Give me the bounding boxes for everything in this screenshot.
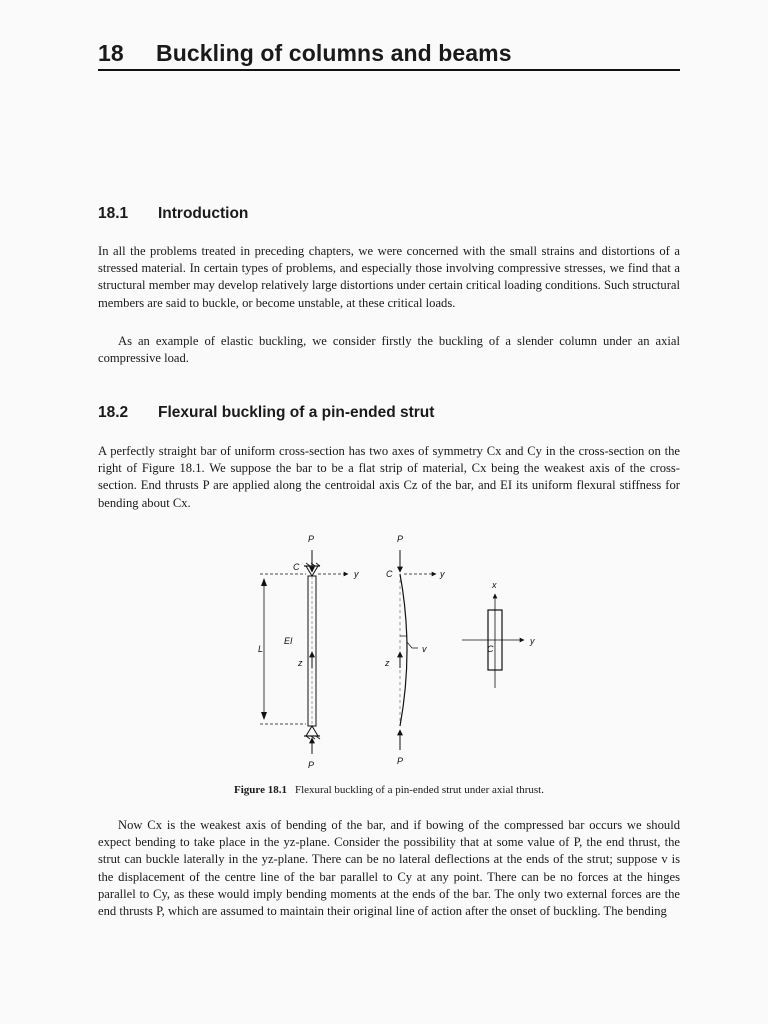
label-L: L: [258, 644, 264, 654]
label-y: y: [440, 569, 445, 579]
figure-caption: [98, 784, 680, 796]
label-EI: EI: [284, 636, 293, 646]
chapter-title: [98, 40, 680, 71]
label-C: C: [386, 569, 393, 579]
label-x: x: [492, 580, 497, 590]
paragraph-intro-2: As an example of elastic buckling, we consider firstly the buckling of a slender column under an axial compressive load.: [98, 334, 680, 366]
figure-caption-text: Flexural buckling of a pin-ended strut under axial thrust.: [295, 784, 544, 796]
label-C: C: [293, 562, 300, 572]
strut-diagram: [240, 528, 560, 774]
deflected-centre-line: [400, 574, 407, 726]
label-y: y: [530, 636, 535, 646]
cross-section-diagram: [462, 580, 535, 688]
label-P-bottom: P: [397, 756, 404, 766]
label-P-bottom: P: [308, 760, 315, 770]
section-heading-flexural-buckling: [98, 404, 434, 422]
paragraph-strut-2: Now Cx is the weakest axis of bending of the bar, and if bowing of the compressed bar occurs we should expect bending to take place in the yz-plane. Consider the possibility that at some value of P, the end thrust, the strut can buckle laterally in the yz-plane. There can be no lateral deflections at the ends of the strut; suppose v is the displacement of the centre line of the bar parallel to Cy at any point. There can be no forces at the hinges parallel to Cy, as these would imply bending moments at the ends of the bar. The only two external forces are the end thrusts P, which are assumed to maintain their original line of action after the onset of buckling. The bending: [98, 818, 680, 919]
buckled-strut-diagram: [384, 534, 445, 766]
bottom-pin-icon: [306, 726, 318, 736]
label-v: v: [422, 644, 427, 654]
chapter-title-text: Buckling of columns and beams: [156, 40, 512, 66]
label-P-top: P: [397, 534, 404, 544]
section-heading-introduction: [98, 205, 248, 223]
straight-strut-diagram: [258, 534, 359, 770]
section-number: 18.2: [98, 404, 129, 421]
chapter-number: 18: [98, 40, 124, 66]
label-z: z: [298, 658, 303, 668]
paragraph-strut-1: A perfectly straight bar of uniform cross-section has two axes of symmetry Cx and Cy in the cross-section on the right of Figure 18.1. We suppose the bar to be a flat strip of material, Cx being the weakest axis of the cross-section. End thrusts P are applied along the centroidal axis Cz of the bar, and EI its uniform flexural stiffness for bending about Cx.: [98, 444, 680, 510]
section-title: Flexural buckling of a pin-ended strut: [158, 404, 435, 421]
figure-18-1: [240, 528, 560, 774]
label-y: y: [354, 569, 359, 579]
section-number: 18.1: [98, 205, 129, 222]
label-z: z: [385, 658, 390, 668]
figure-label: Figure 18.1: [234, 784, 287, 796]
label-C: C: [487, 644, 494, 654]
section-title: Introduction: [158, 205, 249, 222]
paragraph-intro-1: In all the problems treated in preceding chapters, we were concerned with the small strains and distortions of a stressed material. In certain types of problems, and especially those involving compressive stresses, we find that a structural member may develop relatively large distortions under certain critical loading conditions. Such structural members are said to buckle, or become unstable, at these critical loads.: [98, 244, 680, 310]
label-P-top: P: [308, 534, 315, 544]
